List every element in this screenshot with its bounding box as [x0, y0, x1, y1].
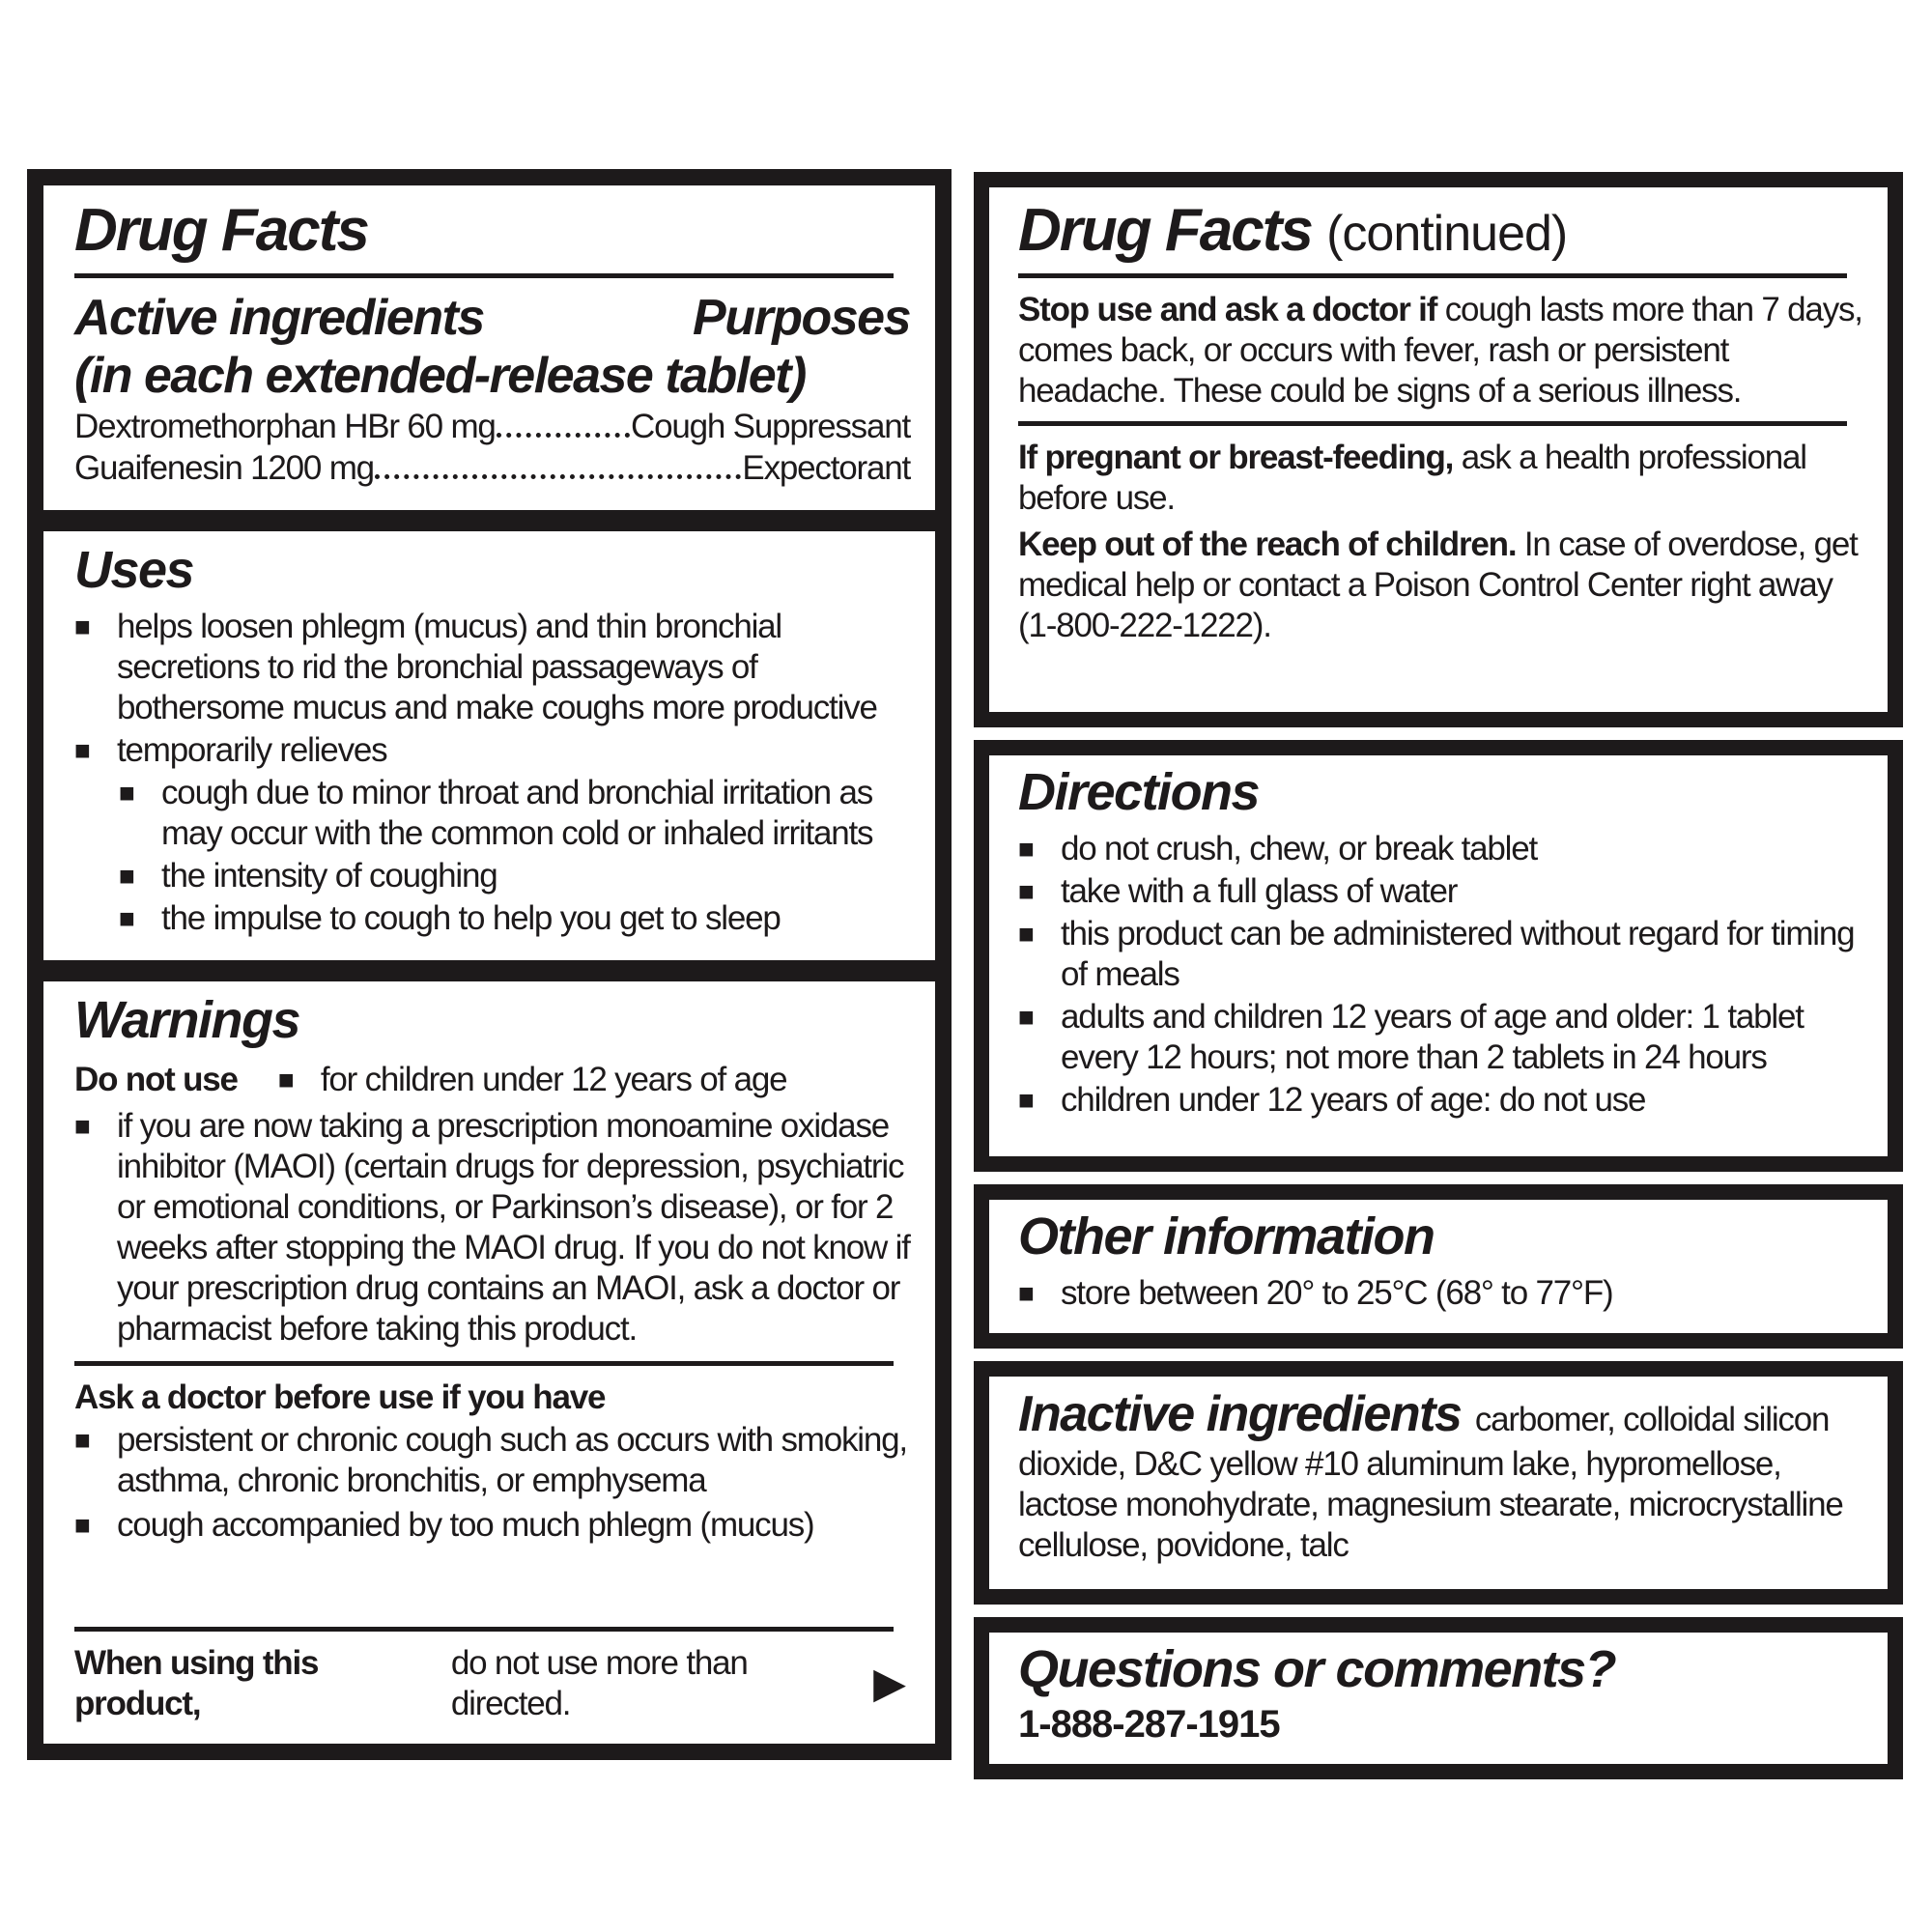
directions-bullet-text: adults and children 12 years of age and older: 1 tablet every 12 hours; not more than 2 tablets in 24 hours [1061, 998, 1804, 1077]
square-bullet-icon: ■ [1018, 1278, 1035, 1309]
list-item [74, 1505, 910, 1546]
list-item [119, 856, 910, 896]
ingredient-purpose: Cough Suppressant [631, 407, 910, 445]
keep-out-text: In case of overdose, get medical help or contact a Poison Control Center right away (1-800-222-1222). [1018, 525, 1858, 644]
drug-facts-continued-title [1018, 199, 1864, 264]
maoi-warning-text: if you are now taking a prescription monoamine oxidase inhibitor (MAOI) (certain drugs for depression, psychiatric or emotional conditions, or Parkinson’s disease), or for 2 weeks after stopping the MAOI drug. If you do not know if your prescription drug contains an MAOI, ask a doctor or pharmacist before taking this product. [117, 1106, 910, 1348]
stop-use-lead: Stop use and ask a doctor if [1018, 290, 1445, 328]
directions-bullet-text: children under 12 years of age: do not use [1061, 1081, 1646, 1120]
dotted-leader [375, 474, 741, 479]
inactive-ingredients-text: carbomer, colloidal silicon dioxide, D&C yellow #10 aluminum lake, hypromellose, lactose monohydrate, magnesium stearate, microcrystalline cellulose, povidone, talc [1018, 1401, 1843, 1565]
active-ingredients-subheading: (in each extended-release tablet) [74, 347, 806, 404]
stop-use-paragraph [1018, 290, 1864, 412]
list-item [1018, 997, 1864, 1078]
pregnant-paragraph [1018, 438, 1864, 519]
section-continued [974, 172, 1903, 727]
ingredient-name: Dextromethorphan HBr 60 mg [74, 407, 496, 445]
keep-out-paragraph [1018, 525, 1864, 646]
drug-facts-title: Drug Facts [74, 197, 368, 264]
uses-sub-bullet-text: the impulse to cough to help you get to sleep [161, 899, 781, 938]
when-using-label: When using this product, [74, 1644, 319, 1722]
square-bullet-icon: ■ [119, 903, 135, 934]
section-uses [43, 531, 935, 960]
rule-under-title [1018, 273, 1847, 278]
ingredient-row [74, 448, 910, 490]
directions-bullet-text: do not crush, chew, or break tablet [1061, 830, 1538, 868]
pregnant-lead: If pregnant or breast-feeding, [1018, 438, 1462, 476]
section-directions [974, 740, 1903, 1172]
ask-doctor-heading: Ask a doctor before use if you have [74, 1378, 606, 1416]
uses-bullet-text: helps loosen phlegm (mucus) and thin bronchial secretions to rid the bronchial passageways of bothersome mucus and make coughs more productive [117, 608, 877, 727]
directions-heading: Directions [1018, 763, 1260, 821]
keep-out-lead: Keep out of the reach of children. [1018, 525, 1524, 563]
drug-facts-panel-right [974, 172, 1903, 1779]
square-bullet-icon: ■ [74, 735, 91, 766]
section-inactive-ingredients [974, 1361, 1903, 1605]
phone-number: 1-888-287-1915 [1018, 1702, 1280, 1746]
list-item [1018, 1273, 1864, 1314]
when-using-row [74, 1643, 910, 1724]
list-item [74, 1420, 910, 1501]
purposes-heading: Purposes [693, 289, 910, 346]
inactive-ingredients-paragraph [1018, 1386, 1864, 1566]
square-bullet-icon: ■ [1018, 1002, 1035, 1033]
active-ingredients-header-row [74, 290, 910, 348]
dotted-leader [497, 433, 630, 438]
list-item [1018, 871, 1864, 912]
do-not-use-text: for children under 12 years of age [320, 1060, 787, 1098]
section-other-information [974, 1184, 1903, 1349]
uses-bullet-text: temporarily relieves [117, 731, 387, 770]
inactive-ingredients-heading: Inactive ingredients [1018, 1386, 1462, 1443]
ask-doctor-bullet-text: cough accompanied by too much phlegm (mucus) [117, 1505, 814, 1544]
section-active-ingredients [43, 185, 935, 510]
directions-bullet-text: this product can be administered without regard for timing of meals [1061, 915, 1855, 994]
section-questions [974, 1617, 1903, 1778]
list-item [119, 773, 910, 854]
square-bullet-icon: ■ [119, 861, 135, 892]
warnings-heading: Warnings [74, 991, 300, 1050]
stop-use-text: cough lasts more than 7 days, comes back, or occurs with fever, rash or persistent headache. These could be signs of a serious illness. [1018, 290, 1862, 410]
ask-doctor-bullet-text: persistent or chronic cough such as occurs with smoking, asthma, chronic bronchitis, or emphysema [117, 1420, 907, 1499]
square-bullet-icon: ■ [74, 611, 91, 642]
list-item [74, 607, 910, 728]
list-item [1018, 1080, 1864, 1121]
do-not-use-row [74, 1060, 910, 1100]
list-item [1018, 914, 1864, 995]
when-using-text: do not use more than directed. [450, 1644, 748, 1722]
do-not-use-label: Do not use [74, 1060, 238, 1098]
list-item [119, 898, 910, 939]
ingredient-row [74, 407, 910, 448]
section-warnings [43, 981, 935, 1744]
ingredient-purpose: Expectorant [742, 449, 910, 488]
drug-facts-title: Drug Facts [1018, 197, 1312, 264]
section-divider [43, 960, 935, 981]
drug-facts-panel-left [27, 169, 952, 1760]
square-bullet-icon: ■ [1018, 1085, 1035, 1116]
square-bullet-icon: ■ [277, 1064, 295, 1094]
rule-under-title [74, 273, 894, 278]
square-bullet-icon: ■ [1018, 834, 1035, 865]
active-ingredients-heading: Active ingredients [74, 289, 484, 346]
square-bullet-icon: ■ [74, 1110, 91, 1141]
rule [74, 1361, 894, 1366]
pregnant-text: ask a health professional before use. [1018, 438, 1806, 517]
questions-heading: Questions or comments? [1018, 1640, 1616, 1699]
uses-sub-bullet-text: cough due to minor throat and bronchial irritation as may occur with the common cold or inhaled irritants [161, 774, 873, 853]
storage-text: store between 20° to 25°C (68° to 77°F) [1061, 1274, 1613, 1313]
square-bullet-icon: ■ [74, 1424, 91, 1455]
square-bullet-icon: ■ [1018, 876, 1035, 907]
continued-suffix: (continued) [1326, 206, 1568, 262]
list-item [74, 1106, 910, 1350]
square-bullet-icon: ■ [119, 778, 135, 809]
ingredient-name: Guaifenesin 1200 mg [74, 449, 374, 488]
list-item [1018, 829, 1864, 869]
square-bullet-icon: ■ [1018, 919, 1035, 950]
uses-heading: Uses [74, 540, 194, 599]
right-arrow-icon: ▶ [873, 1660, 906, 1707]
other-information-heading: Other information [1018, 1208, 1435, 1265]
directions-bullet-text: take with a full glass of water [1061, 872, 1458, 911]
square-bullet-icon: ■ [74, 1509, 91, 1540]
section-divider [43, 510, 935, 531]
uses-sub-bullet-text: the intensity of coughing [161, 857, 497, 895]
list-item [74, 730, 910, 771]
rule [74, 1627, 894, 1632]
rule [1018, 421, 1847, 426]
